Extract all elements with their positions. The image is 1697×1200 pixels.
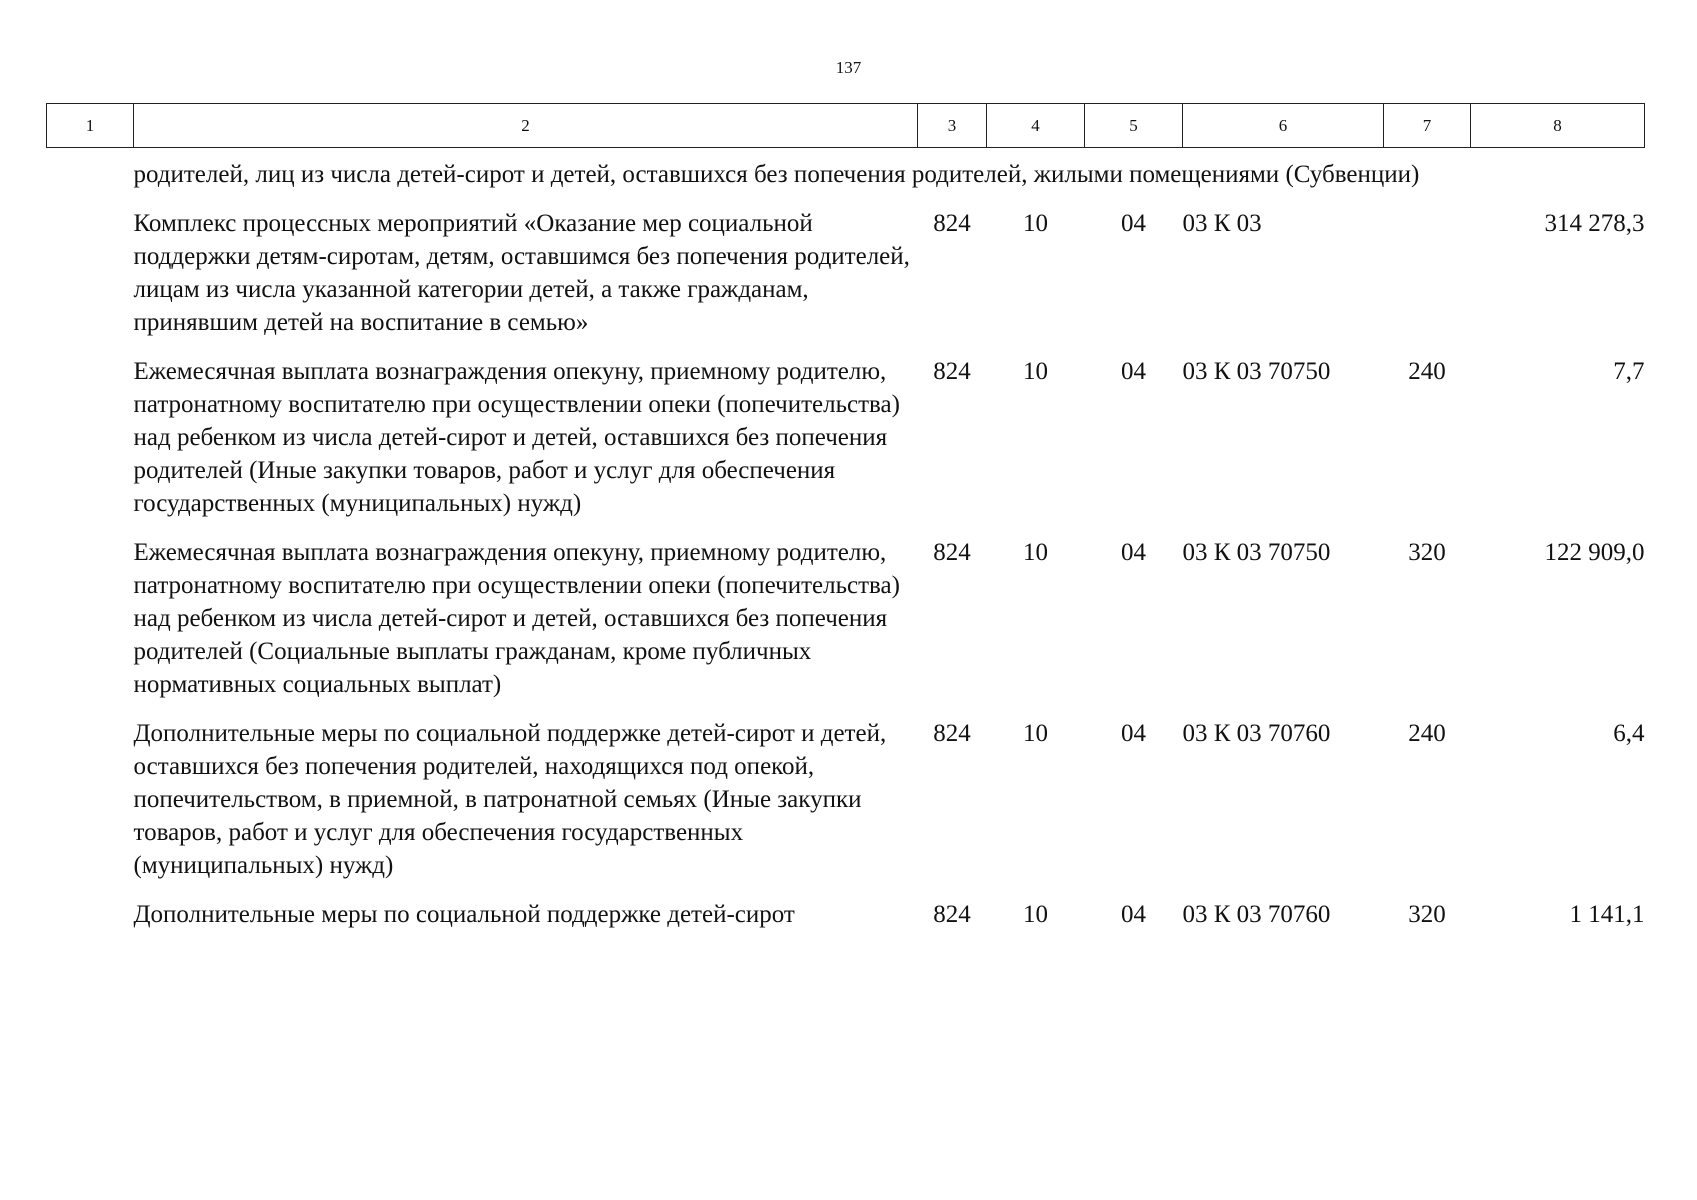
table-row [47, 355, 1645, 520]
header-cell-2: 2 [134, 104, 918, 148]
row-gr: 824 [933, 358, 971, 385]
row-rz: 10 [1023, 210, 1048, 237]
row-number-cell [47, 898, 134, 931]
row-rz: 10 [1023, 358, 1048, 385]
page-number: 137 [835, 58, 862, 77]
row-vr [1384, 207, 1471, 339]
row-rz: 10 [1023, 539, 1048, 566]
row-vr: 320 [1408, 539, 1446, 566]
row-gr: 824 [933, 720, 971, 747]
header-cell-8: 8 [1471, 104, 1645, 148]
row-vr: 240 [1408, 358, 1446, 385]
row-name: Комплекс процессных мероприятий «Оказание мер социальной поддержки детям-сиротам, детям, оставшимся без попечения родителей, лицам из числа указанной категории детей, а также гражданам, принявшим детей на воспитание в семью» [133, 210, 910, 336]
header-row [47, 104, 1645, 148]
row-pr: 04 [1121, 720, 1146, 747]
row-sum: 314 278,3 [1544, 210, 1645, 237]
row-csr: 03 К 03 70760 [1182, 901, 1331, 928]
row-gr: 824 [933, 210, 971, 237]
row-sum: 1 141,1 [1569, 901, 1645, 928]
row-sum: 6,4 [1613, 720, 1645, 747]
table-row [47, 148, 1645, 192]
row-number-cell [47, 207, 134, 339]
table-row [47, 898, 1645, 931]
header-cell-6: 6 [1183, 104, 1384, 148]
row-name: Ежемесячная выплата вознаграждения опекуну, приемному родителю, патронатному воспитателю при осуществлении опеки (попечительства) над ребенком из числа детей-сирот и детей, оставшихся без попечения родителей (Иные закупки товаров, работ и услуг для обеспечения государственных (муниципальных) нужд) [133, 358, 900, 517]
row-csr: 03 К 03 70760 [1182, 720, 1331, 747]
row-gr: 824 [933, 539, 971, 566]
row-rz: 10 [1023, 901, 1048, 928]
row-number-cell [47, 717, 134, 882]
row-name: Дополнительные меры по социальной поддержке детей-сирот и детей, оставшихся без попечения родителей, находящихся под опекой, попечительством, в приемной, в патронатной семьях (Иные закупки товаров, работ и услуг для обеспечения государственных (муниципальных) нужд) [133, 720, 887, 879]
budget-table [46, 103, 1645, 931]
row-pr: 04 [1121, 901, 1146, 928]
row-number-cell [47, 148, 134, 192]
row-number-cell [47, 355, 134, 520]
row-csr: 03 К 03 70750 [1182, 539, 1331, 566]
row-name: Дополнительные меры по социальной поддержке детей-сирот [133, 901, 795, 928]
table-row [47, 717, 1645, 882]
header-cell-4: 4 [987, 104, 1085, 148]
row-name: Ежемесячная выплата вознаграждения опекуну, приемному родителю, патронатному воспитателю при осуществлении опеки (попечительства) над ребенком из числа детей-сирот и детей, оставшихся без попечения родителей (Социальные выплаты гражданам, кроме публичных нормативных социальных выплат) [133, 539, 900, 698]
header-cell-7: 7 [1384, 104, 1471, 148]
row-pr: 04 [1121, 358, 1146, 385]
header-cell-1: 1 [47, 104, 134, 148]
row-pr: 04 [1121, 539, 1146, 566]
row-vr: 320 [1408, 901, 1446, 928]
header-cell-5: 5 [1085, 104, 1183, 148]
row-csr: 03 К 03 [1182, 210, 1262, 237]
header-cell-3: 3 [918, 104, 987, 148]
row-gr: 824 [933, 901, 971, 928]
row-pr: 04 [1121, 210, 1146, 237]
row-sum: 122 909,0 [1544, 539, 1645, 566]
row-vr: 240 [1408, 720, 1446, 747]
row-rz: 10 [1023, 720, 1048, 747]
row-csr: 03 К 03 70750 [1182, 358, 1331, 385]
table-row [47, 536, 1645, 701]
table-row [47, 207, 1645, 339]
row-number-cell [47, 536, 134, 701]
row-sum: 7,7 [1613, 358, 1645, 385]
row-name: родителей, лиц из числа детей-сирот и детей, оставшихся без попечения родителей, жилыми помещениями (Субвенции) [133, 161, 1420, 188]
